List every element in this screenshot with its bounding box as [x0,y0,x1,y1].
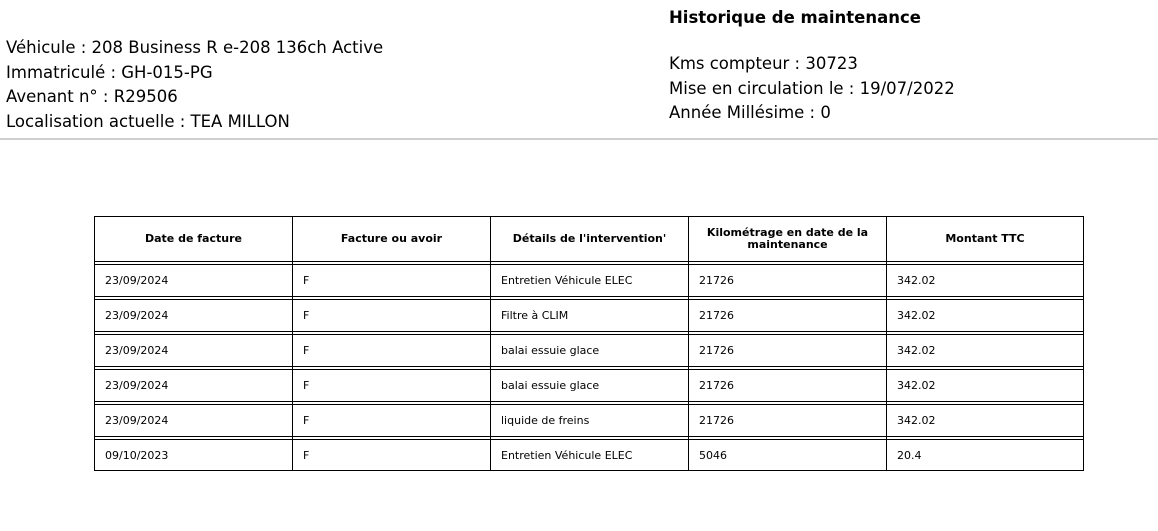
maintenance-table-container [94,216,1084,471]
cell-amount: 342.02 [886,299,1084,331]
header-invoice-type: Facture ou avoir [292,216,490,261]
cell-type: F [292,334,490,366]
vehicle-info [6,36,383,135]
cell-date: 23/09/2024 [94,369,292,401]
model-year: Année Millésime : 0 [669,103,831,123]
vehicle-amendment: Avenant n° : R29506 [6,87,178,107]
table-row [94,299,1084,331]
cell-amount: 342.02 [886,404,1084,436]
cell-mileage: 5046 [688,439,886,471]
cell-details: Filtre à CLIM [490,299,688,331]
header-amount: Montant TTC [886,216,1084,261]
cell-type: F [292,299,490,331]
cell-date: 23/09/2024 [94,299,292,331]
table-header-row [94,216,1084,261]
table-row [94,334,1084,366]
cell-amount: 342.02 [886,369,1084,401]
header-intervention-details: Détails de l'intervention' [490,216,688,261]
table-row [94,439,1084,471]
cell-date: 23/09/2024 [94,264,292,296]
report-info [669,6,955,126]
cell-date: 23/09/2024 [94,404,292,436]
cell-amount: 342.02 [886,334,1084,366]
table-row [94,264,1084,296]
cell-amount: 342.02 [886,264,1084,296]
maintenance-table [94,216,1084,471]
cell-details: balai essuie glace [490,369,688,401]
odometer: Kms compteur : 30723 [669,54,858,73]
cell-mileage: 21726 [688,369,886,401]
registration-date: Mise en circulation le : 19/07/2022 [669,78,955,98]
cell-type: F [292,404,490,436]
vehicle-model: Véhicule : 208 Business R e-208 136ch Active [6,38,384,57]
cell-date: 09/10/2023 [94,439,292,471]
cell-details: Entretien Véhicule ELEC [490,264,688,296]
cell-type: F [292,369,490,401]
vehicle-registration: Immatriculé : GH-015-PG [6,62,213,82]
cell-date: 23/09/2024 [94,334,292,366]
page-title: Historique de maintenance [669,8,921,27]
cell-mileage: 21726 [688,299,886,331]
table-row [94,404,1084,436]
header-mileage: Kilométrage en date de la maintenance [688,216,886,261]
header-invoice-date: Date de facture [94,216,292,261]
vehicle-location: Localisation actuelle : TEA MILLON [6,112,290,132]
cell-details: balai essuie glace [490,334,688,366]
cell-details: Entretien Véhicule ELEC [490,439,688,471]
header-divider [0,138,1158,140]
table-row [94,369,1084,401]
cell-mileage: 21726 [688,404,886,436]
cell-type: F [292,439,490,471]
cell-mileage: 21726 [688,264,886,296]
cell-mileage: 21726 [688,334,886,366]
cell-details: liquide de freins [490,404,688,436]
cell-type: F [292,264,490,296]
cell-amount: 20.4 [886,439,1084,471]
